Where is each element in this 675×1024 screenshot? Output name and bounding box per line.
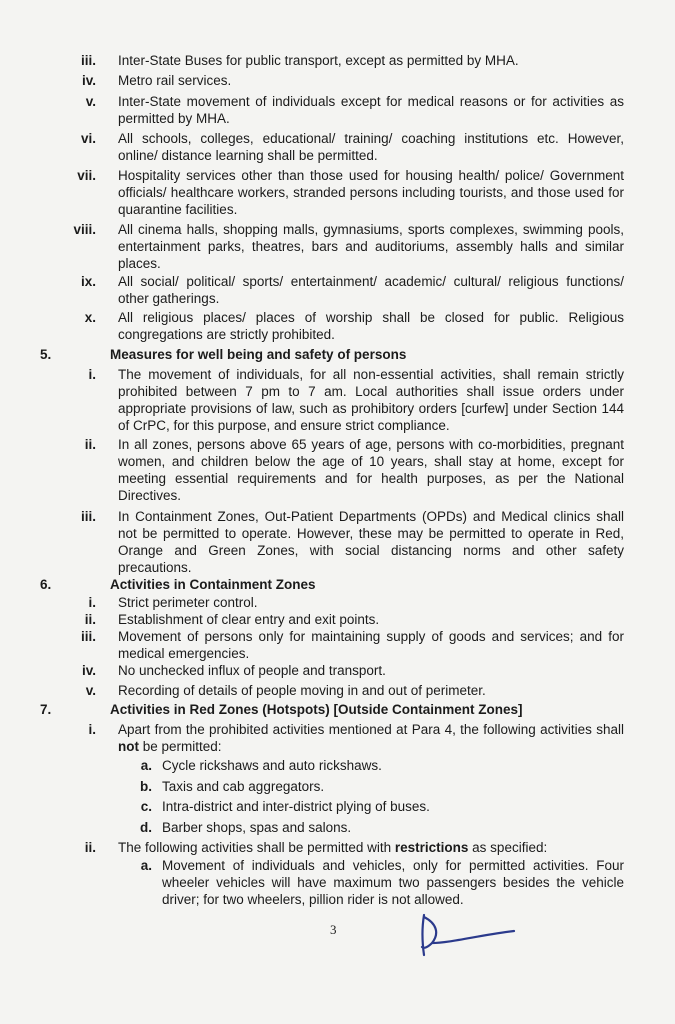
item-text bbox=[118, 839, 624, 856]
item-text: No unchecked influx of people and transport. bbox=[118, 663, 386, 678]
item-text: All religious places/ places of worship shall be closed for public. Religious congregations are strictly prohibited. bbox=[118, 310, 624, 342]
item-label: ix. bbox=[80, 274, 96, 289]
item-label: vii. bbox=[77, 168, 96, 183]
item-text: All schools, colleges, educational/ training/ coaching institutions etc. However, online/ distance learning shall be permitted. bbox=[118, 131, 624, 163]
item-text: In all zones, persons above 65 years of age, persons with co-morbidities, pregnant women, and children below the age of 10 years, shall stay at home, except for meeting essential requirements and for health purposes, as per the National Directives. bbox=[118, 437, 624, 503]
item-text: Recording of details of people moving in and out of perimeter. bbox=[118, 683, 486, 698]
item-text: Hospitality services other than those used for housing health/ police/ Government officials/ healthcare workers, stranded persons including tourists, and those used for quarantine facilities. bbox=[118, 168, 624, 217]
item-label: vi. bbox=[80, 131, 96, 146]
sub-item-text: Taxis and cab aggregators. bbox=[162, 779, 325, 794]
item-label: iii. bbox=[80, 53, 96, 68]
section-number: 7. bbox=[40, 702, 52, 717]
page-number: 3 bbox=[330, 922, 337, 937]
item-text-bold: not bbox=[118, 739, 139, 754]
item-label: i. bbox=[88, 367, 96, 382]
sub-item-text: Intra-district and inter-district plying of buses. bbox=[162, 799, 430, 814]
item-text-after: as specified: bbox=[468, 840, 548, 855]
item-label: ii. bbox=[84, 840, 96, 855]
sub-item-label: b. bbox=[140, 779, 152, 794]
item-text: Inter-State movement of individuals except for medical reasons or for activities as permitted by MHA. bbox=[118, 94, 624, 126]
item-label: ii. bbox=[84, 437, 96, 452]
signature-icon bbox=[410, 905, 520, 960]
sub-item-label: d. bbox=[140, 820, 152, 835]
item-text-after: be permitted: bbox=[139, 739, 222, 754]
item-label: x. bbox=[84, 310, 96, 325]
sub-item-label: a. bbox=[140, 758, 152, 773]
sub-item-text: Barber shops, spas and salons. bbox=[162, 820, 352, 835]
item-text bbox=[118, 721, 624, 755]
item-text: Inter-State Buses for public transport, except as permitted by MHA. bbox=[118, 53, 519, 68]
sub-item-label: a. bbox=[140, 858, 152, 873]
item-label: v. bbox=[85, 683, 96, 698]
section-title: Activities in Containment Zones bbox=[110, 577, 316, 592]
item-text: Movement of persons only for maintaining supply of goods and services; and for medical emergencies. bbox=[118, 629, 624, 661]
item-label: i. bbox=[88, 595, 96, 610]
item-label: i. bbox=[88, 722, 96, 737]
item-label: iii. bbox=[80, 629, 96, 644]
item-label: v. bbox=[85, 94, 96, 109]
item-label: iv. bbox=[81, 73, 96, 88]
section-title: Activities in Red Zones (Hotspots) [Outside Containment Zones] bbox=[110, 702, 523, 717]
item-text: Metro rail services. bbox=[118, 73, 232, 88]
section-number: 6. bbox=[40, 577, 52, 592]
item-text: Establishment of clear entry and exit points. bbox=[118, 612, 380, 627]
item-text-before: The following activities shall be permitted with bbox=[118, 840, 395, 855]
item-label: viii. bbox=[73, 222, 96, 237]
item-text: All social/ political/ sports/ entertainment/ academic/ cultural/ religious functions/ other gatherings. bbox=[118, 274, 624, 306]
item-text: Strict perimeter control. bbox=[118, 595, 258, 610]
item-text-bold: restrictions bbox=[394, 840, 469, 855]
item-label: iv. bbox=[81, 663, 96, 678]
item-text: In Containment Zones, Out-Patient Departments (OPDs) and Medical clinics shall not be permitted to operate. However, these may be permitted to operate in Red, Orange and Green Zones, with social distancing norms and other safety precautions. bbox=[118, 509, 624, 575]
section-title: Measures for well being and safety of persons bbox=[110, 347, 407, 362]
section-number: 5. bbox=[40, 347, 52, 362]
item-label: ii. bbox=[84, 612, 96, 627]
sub-item-text: Movement of individuals and vehicles, only for permitted activities. Four wheeler vehicles will have maximum two passengers besides the vehicle driver; for two wheelers, pillion rider is not allowed. bbox=[162, 858, 624, 907]
item-text: All cinema halls, shopping malls, gymnasiums, sports complexes, swimming pools, entertainment parks, theatres, bars and auditoriums, assembly halls and similar places. bbox=[118, 222, 624, 271]
item-label: iii. bbox=[80, 509, 96, 524]
item-text-before: Apart from the prohibited activities mentioned at Para 4, the following activities shall bbox=[118, 722, 624, 737]
sub-item-text: Cycle rickshaws and auto rickshaws. bbox=[162, 758, 382, 773]
item-text: The movement of individuals, for all non-essential activities, shall remain strictly prohibited between 7 pm to 7 am. Local authorities shall issue orders under appropriate provisions of law, such as prohibitory orders [curfew] under Section 144 of CrPC, for this purpose, and ensure strict compliance. bbox=[118, 367, 624, 433]
sub-item-label: c. bbox=[140, 799, 152, 814]
